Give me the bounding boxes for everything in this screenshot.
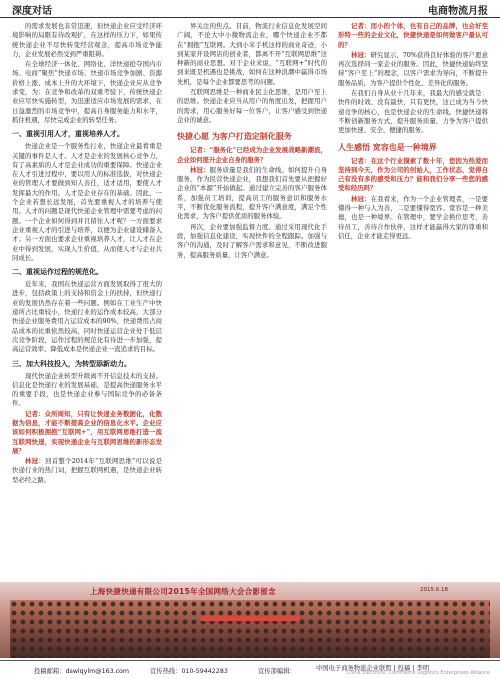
answer-speaker: 林冠： (351, 50, 371, 59)
question-text: 而小的个体，也有自己的品牌，也会好至形特一些的企业文化，快捷快递是如何做客户最认可的？ (338, 22, 488, 49)
paragraph: 界关注的焦点。目前，物流行业信息化发展空间广阔，不论大中小微物流企业，哪个快递企业不都在“拥抱”互联网。大到小米手机这样的商业奇迹，小到某家开设网店的创业者，都离不开“互联网思维”这种新的商业思想。对于企业来说，“互联网+”时代的到来既是机遇也是挑战，如何在这种浪潮中赢得市场先机，是每个企业都要思考的问题。 (177, 22, 327, 86)
paragraph: 再次，企业要加强监督力度。通过采用现代化手段，加强信息化建设，实现快件的全程跟踪。加强与客户的沟通，及时了解客户需求和意见，不断改进服务，提高服务质量，让客户满意。 (177, 222, 327, 259)
answer (338, 51, 488, 88)
photo-caption: 上海快捷快递有限公司2015年全国网络大会合影留念 (90, 587, 276, 596)
question-text: 在这个行业摸索了数十年，您因为热爱而坚持到今天，作为公司的创始人，工作状态、觉得自己有没有多的感受和压力？能和我们分享一些您的感受和经历吗？ (338, 156, 488, 193)
column-2 (177, 22, 327, 582)
footer-email: 投稿邮箱：dswlqylm@163.com (34, 668, 130, 675)
page-footer (0, 660, 500, 679)
answer-text: 在我看来，作为一个企业管理者，一是要懂得一种与人为善，二是要懂得宽容。宽容是一种美德，也是一种境界。在管理中，要学会换位思考，善待员工，善待合作伙伴，这样才能赢得大家的尊重和信任，企业才能走得更远。 (338, 194, 488, 240)
crowd-image (10, 600, 490, 658)
question (338, 22, 488, 50)
answer (338, 195, 488, 241)
section-title: 人生感悟 宽容也是一种境界 (338, 142, 437, 152)
question-speaker: 记者： (351, 156, 371, 165)
question-speaker: 记者： (351, 22, 371, 30)
paragraph: 的需求发展也非常迅速，但快递企业应受经济环境影响的局限有待改观扩，在这样的压力下，如果传统快递企业不尽快转变经营观念，提高市场竞争能力，企业发展必然受到严重阻碍。 (12, 22, 162, 58)
question-text: 众所周知，只有让快递业务数据化，化数据为信息，才能不断提高企业的信息化水平。企业应该如何积极拥抱“互联网+”，用互联网思维打造一流互联网快递，实现快递企业与互联网思维的新形态发展？ (12, 409, 162, 455)
answer-speaker: 林冠： (25, 457, 46, 466)
answer-speaker: 林冠： (351, 194, 371, 203)
paragraph: 快递企业是一个服务性行业，快递企业最看重是关键的事件是人才。人才是企业的发展核心竞争力，有了高素质的人才是企业成功的重要保障。快递企业在人才引进过程中，要以用人的标准选拔，对快递企业的管理人才要做到知人善任，适才适用，要使人才发挥最大的作用。人才是企业存在的基础。因此，一个企业若想长远发展，首先要重视人才的培养与使用。人才的问题是现代快递企业管理中需要考虑的问题。一个企业如何得到并且留住人才呢？一方面要求企业重视人才的引进与培养，以便为企业建设储备人才；另一方面也要求企业重视培养人才，让人才在企业中得到发展，实现人生价值，从而使人才与企业共同成长。 (12, 142, 162, 262)
answer-speaker: 林冠： (190, 165, 210, 174)
section-title: 快捷心愿 为客户打造定制化服务 (177, 132, 292, 142)
column-1 (12, 22, 162, 658)
subheading: 三、加大科技投入，为转型添新动力。 (12, 359, 131, 368)
stage-banner (200, 616, 300, 621)
answer (177, 166, 327, 222)
answer-text: 回首整个2014年“互联网思维”可以说是快递行业的热门词，把握互联网机遇，是快递企业转型必经之路。 (12, 457, 162, 484)
group-photo (0, 582, 500, 658)
paragraph: 在我们自身从业十几年来，我最大的感受就是：快件的时效、没有最快，只有更快，这已成为当今快递竞争的核心，也是快递企业的生命线。快捷快递将不断创新服务方式，提升服务质量，力争为客户提供更加快速、安全、便捷的服务。 (338, 89, 488, 135)
answer (12, 457, 162, 485)
question (12, 410, 162, 456)
page-header (0, 0, 500, 18)
column-3 (338, 22, 488, 582)
paragraph: 在全球经济一体化、网络化、洋快递抢夺国内市场、电商“聚焦”快递市场、快递市场竞争加剧、资源价格上涨、成本上升的大环境下，快递企业应从竞争求变，为：在竞争和改革的双重考验下，传统快递企业应尽快实施转型，为迅速适应市场发展的需求，在日益激烈的市场竞争中，提高自身服务能力和水平，抓住机遇，尽快完成企业的转型任务。 (12, 60, 162, 124)
question-speaker: 记者： (25, 409, 45, 418)
subheading: 一、重视引用人才，重视培养人才。 (12, 130, 124, 139)
question (338, 157, 488, 194)
footer-edit: 宣传部编辑： (258, 668, 296, 675)
footer-phone: 宣传热线：010-59442283 (150, 668, 228, 675)
subheading: 二、重视运作过程的规范化。 (12, 268, 103, 277)
answer-text: 研究显示，70%获得良好体验的客户愿意再次选择同一家企业的服务。因此，快捷快递始终坚持“客户至上”的理念，以客户需求为导向，不断提升服务品质，为客户提供个性化、差异化的服务。 (338, 50, 488, 87)
publication-title: 电商物流月报 (428, 6, 488, 17)
photo-date: 2015.6.18 (420, 587, 448, 593)
footer-alliance: 中国电子商务物流企业联盟 | 投稿 | 李明 (316, 665, 429, 672)
paragraph: 近年来，我国在快递运营方面发展取得了很大的进步，包括政策上的支持和资金上的扶持，但快递行业的发展仍然存在着一些问题。例如在工业生产中快递所占比重较小，快递行业的运作成本较高，大部分快递企业服务费用占运营成本的90%，快递费用占商品成本的比重依然较高，同时快递运营企业处于低层次竞争阶段，运作过程的规范化有待进一步加强，提高运营效率、降低成本是快递企业一直追求的目标。 (12, 280, 162, 354)
paragraph: 互联网思维是一种商业民主化思维，是用户至上的思维。快递企业应当从用户的角度出发，把握用户的需求，用心服务好每一位客户，让客户感受到快递企业的诚意。 (177, 88, 327, 124)
answer-text: 服务质量是我们的生命线。如何提升自身服务，作为民营快递企业，我想我们首先要从把握好企业的“本源”开始做起。通过建立完善的客户服务体系，加强员工培训，提高员工的服务意识和服务水平，不断优化服务流程，提升客户满意度，满足个性化需求，为客户提供优质的服务体验。 (177, 165, 327, 221)
footer-alliance-en: China Electronic Commerce Logistics Enterprises Alliance (346, 670, 490, 676)
question (177, 146, 327, 165)
section-label: 深度对话 (12, 6, 52, 17)
question-text: “服务化”已经成为企业发展战略新潮流，企业如何提升企业自身的服务？ (177, 146, 327, 164)
paragraph: 现代快递企业转型升级离不开信息技术的支持。信息化是快递行业的发展基础，是提高快递服务水平的重要手段，也是快递企业参与国际竞争的必备条件。 (12, 371, 162, 408)
question-speaker: 记者： (190, 146, 210, 155)
